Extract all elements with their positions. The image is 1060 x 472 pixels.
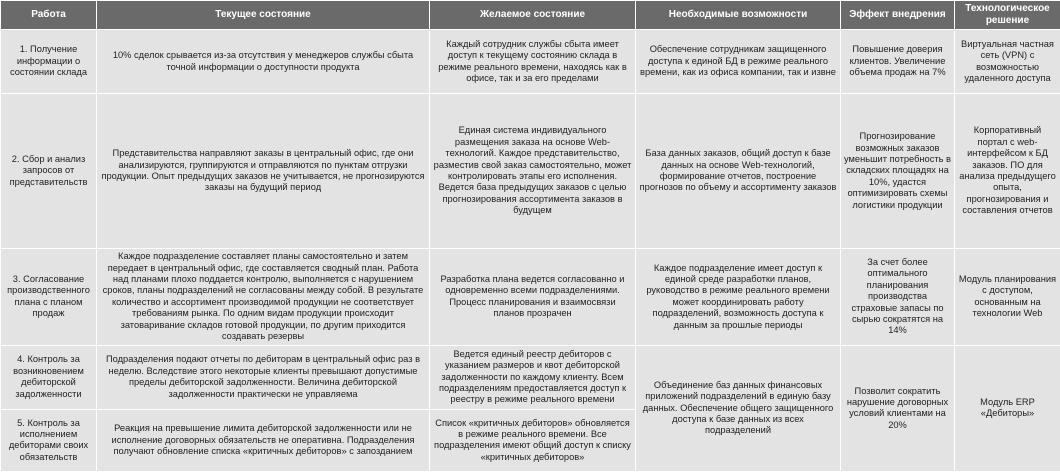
cell-current-state: Реакция на превышение лимита дебиторской задолженности или не исполнение договорных обязательств не оперативна. Подразделения получают обновление списка «критичных дебиторов» с запозданием <box>97 409 430 471</box>
cell-current-state: Подразделения подают отчеты по дебиторам в центральный офис раз в неделю. Вследствие этого некоторые клиенты превышают допустимые пределы дебиторской задолженности. Величина дебиторской задолженности практически не управляема <box>97 345 430 409</box>
cell-tech-solution: Корпоративный портал с web-интерфейсом к БД заказов. ПО для анализа предыдущего опыта, прогнозирования и составления отчетов <box>955 94 1060 249</box>
cell-tech-solution: Модуль планирования с доступом, основанным на технологии Web <box>955 248 1060 345</box>
header-capabilities: Необходимые возможности <box>636 1 841 30</box>
cell-capabilities-merged: Объединение баз данных финансовых приложений подразделений в единую базу данных. Обеспечение общего защищенного доступа к базе данных из всех подразделений <box>636 345 841 471</box>
cell-work: 2. Сбор и анализ запросов от представительств <box>1 94 97 249</box>
cell-work: 4. Контроль за возникновением дебиторской задолженности <box>1 345 97 409</box>
cell-desired-state: Список «критичных дебиторов» обновляется в режиме реального времени. Все подразделения имеют общий доступ к списку «критичных дебиторов» <box>430 409 636 471</box>
header-desired-state: Желаемое состояние <box>430 1 636 30</box>
cell-work: 3. Согласование производственного плана с планом продаж <box>1 248 97 345</box>
cell-current-state: Каждое подразделение составляет планы самостоятельно и затем передает в центральный офис, где составляется сводный план. Работа над планами плохо поддается контролю, выполняется с нарушением сроков, планы подразделений не согласованы между собой. В результате количество и ассортимент производимой продукции не соответствует требованиям рынка. По одним видам продукции происходит затоваривание складов готовой продукции, по другим приходится создавать резервы <box>97 248 430 345</box>
cell-work: 5. Контроль за исполнением дебиторами своих обязательств <box>1 409 97 471</box>
cell-capabilities: Каждое подразделение имеет доступ к единой среде разработки планов, руководство в режиме реального времени может координировать работу подразделений, возможность доступа к данным за прошлые периоды <box>636 248 841 345</box>
cell-desired-state: Единая система индивидуального размещения заказа на основе Web-технологий. Каждое представительство, разместив свой заказ самостоятельно, может контролировать этапы его исполнения. Ведется база предыдущих заказов с целью прогнозирования ассортимента заказов в будущем <box>430 94 636 249</box>
cell-tech-solution-merged: Модуль ERP «Дебиторы» <box>955 345 1060 471</box>
cell-current-state: Представительства направляют заказы в центральный офис, где они анализируются, группируются и отправляются по пунктам отгрузки продукции. Опыт предыдущих заказов не учитывается, не прогнозируются заказы на будущий период <box>97 94 430 249</box>
table-row <box>1 248 1060 345</box>
cell-desired-state: Разработка плана ведется согласованно и одновременно всеми подразделениями. Процесс планирования и взаимосвязи планов прозрачен <box>430 248 636 345</box>
cell-tech-solution: Виртуальная частная сеть (VPN) с возможностью удаленного доступа <box>955 30 1060 94</box>
cell-work: 1. Получение информации о состоянии склада <box>1 30 97 94</box>
header-tech-solution: Технологическое решение <box>955 1 1060 30</box>
cell-capabilities: База данных заказов, общий доступ к базе данных на основе Web-технологий, формирование отчетов, построение прогнозов по объему и ассортименту заказов <box>636 94 841 249</box>
cell-capabilities: Обеспечение сотрудникам защищенного доступа к единой БД в режиме реального времени, как из офиса компании, так и извне <box>636 30 841 94</box>
header-work: Работа <box>1 1 97 30</box>
cell-effect: За счет более оптимального планирования производства страховые запасы по сырью сократятся на 14% <box>841 248 955 345</box>
cell-effect: Повышение доверия клиентов. Увеличение объема продаж на 7% <box>841 30 955 94</box>
cell-desired-state: Каждый сотрудник службы сбыта имеет доступ к текущему состоянию склада в режиме реального времени, находясь как в офисе, так и за его пределами <box>430 30 636 94</box>
header-row <box>1 1 1060 30</box>
table-row <box>1 30 1060 94</box>
table-row <box>1 345 1060 409</box>
header-effect: Эффект внедрения <box>841 1 955 30</box>
cell-effect: Прогнозирование возможных заказов уменьшит потребность в складских площадях на 10%, удастся оптимизировать схемы логистики продукции <box>841 94 955 249</box>
cell-desired-state: Ведется единый реестр дебиторов с указанием размеров и квот дебиторской задолженности по каждому клиенту. Всем подразделениям предоставляется доступ к реестру в режиме реального времени <box>430 345 636 409</box>
table-row <box>1 94 1060 249</box>
cell-effect-merged: Позволит сократить нарушение договорных условий клиентами на 20% <box>841 345 955 471</box>
header-current-state: Текущее состояние <box>97 1 430 30</box>
cell-current-state: 10% сделок срывается из-за отсутствия у менеджеров службы сбыта точной информации о доступности продукта <box>97 30 430 94</box>
